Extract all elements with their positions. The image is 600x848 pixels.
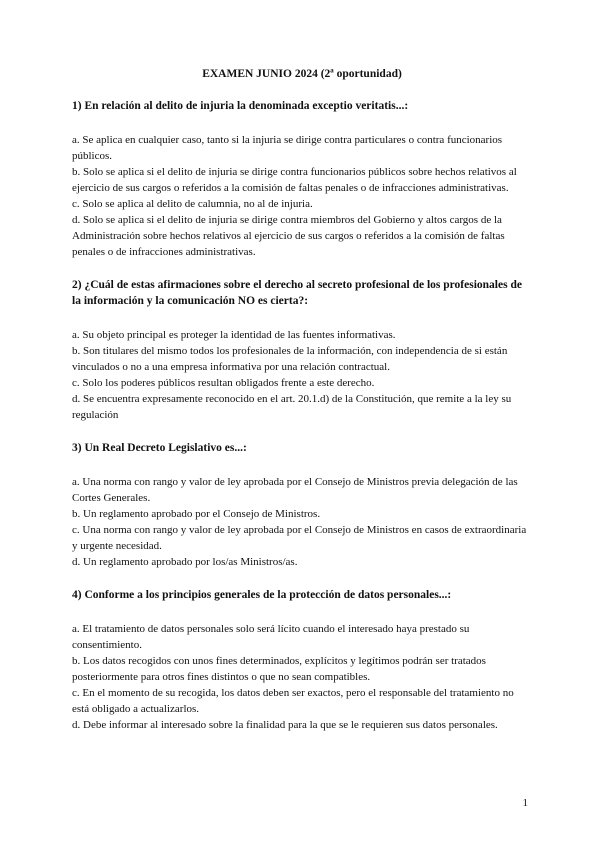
answer-option-d: d. Se encuentra expresamente reconocido en el art. 20.1.d) de la Constitución, que remite a la ley su regulación	[72, 393, 512, 421]
answer-option-b: b. Los datos recogidos con unos fines determinados, explícitos y legítimos podrán ser tratados posteriormente para otros fines distintos o que no sean compatibles.	[72, 655, 486, 683]
answer-option-a: a. El tratamiento de datos personales solo será lícito cuando el interesado haya prestado su consentimiento.	[72, 623, 470, 651]
answer-option-b: b. Son titulares del mismo todos los profesionales de la información, con independencia de si están vinculados o no a una empresa informativa por una relación contractual.	[72, 345, 508, 373]
answer-option-d: d. Solo se aplica si el delito de injuria se dirige contra miembros del Gobierno y altos cargos de la Administración sobre hechos relativos al ejercicio de sus cargos o referidos a la comisión de faltas penales o de infracciones administrativas.	[72, 214, 505, 258]
answer-options	[72, 327, 532, 423]
exam-page	[72, 66, 532, 750]
exam-title: EXAMEN JUNIO 2024 (2ª oportunidad)	[202, 68, 402, 80]
answer-option-d: d. Un reglamento aprobado por los/as Ministros/as.	[72, 556, 298, 568]
answer-option-a: a. Su objeto principal es proteger la identidad de las fuentes informativas.	[72, 329, 396, 341]
answer-option-d: d. Debe informar al interesado sobre la finalidad para la que se le requieren sus datos personales.	[72, 719, 498, 731]
answer-options	[72, 621, 532, 733]
answer-option-b: b. Un reglamento aprobado por el Consejo de Ministros.	[72, 508, 321, 520]
answer-option-a: a. Se aplica en cualquier caso, tanto si la injuria se dirige contra particulares o contra funcionarios públicos.	[72, 134, 503, 162]
question-heading: 2) ¿Cuál de estas afirmaciones sobre el derecho al secreto profesional de los profesionales de la información y la comunicación NO es cierta?:	[72, 279, 522, 307]
question-heading: 4) Conforme a los principios generales de la protección de datos personales...:	[72, 589, 452, 601]
page-number: 1	[522, 797, 528, 809]
question-2	[72, 277, 532, 423]
question-heading: 3) Un Real Decreto Legislativo es...:	[72, 442, 247, 454]
question-heading: 1) En relación al delito de injuria la denominada exceptio veritatis...:	[72, 100, 409, 112]
answer-option-c: c. En el momento de su recogida, los datos deben ser exactos, pero el responsable del tratamiento no está obligado a actualizarlos.	[72, 687, 514, 715]
answer-option-a: a. Una norma con rango y valor de ley aprobada por el Consejo de Ministros previa delegación de las Cortes Generales.	[72, 476, 518, 504]
question-1	[72, 98, 532, 260]
answer-option-c: c. Una norma con rango y valor de ley aprobada por el Consejo de Ministros en casos de extraordinaria y urgente necesidad.	[72, 524, 527, 552]
answer-option-b: b. Solo se aplica si el delito de injuria se dirige contra funcionarios públicos sobre hechos relativos al ejercicio de sus cargos o referidos a la comisión de faltas penales o de infracciones administrativas.	[72, 166, 517, 194]
answer-option-c: c. Solo los poderes públicos resultan obligados frente a este derecho.	[72, 377, 375, 389]
answer-options	[72, 474, 532, 570]
answer-options	[72, 132, 532, 260]
question-4	[72, 587, 532, 733]
answer-option-c: c. Solo se aplica al delito de calumnia, no al de injuria.	[72, 198, 313, 210]
question-3	[72, 440, 532, 570]
